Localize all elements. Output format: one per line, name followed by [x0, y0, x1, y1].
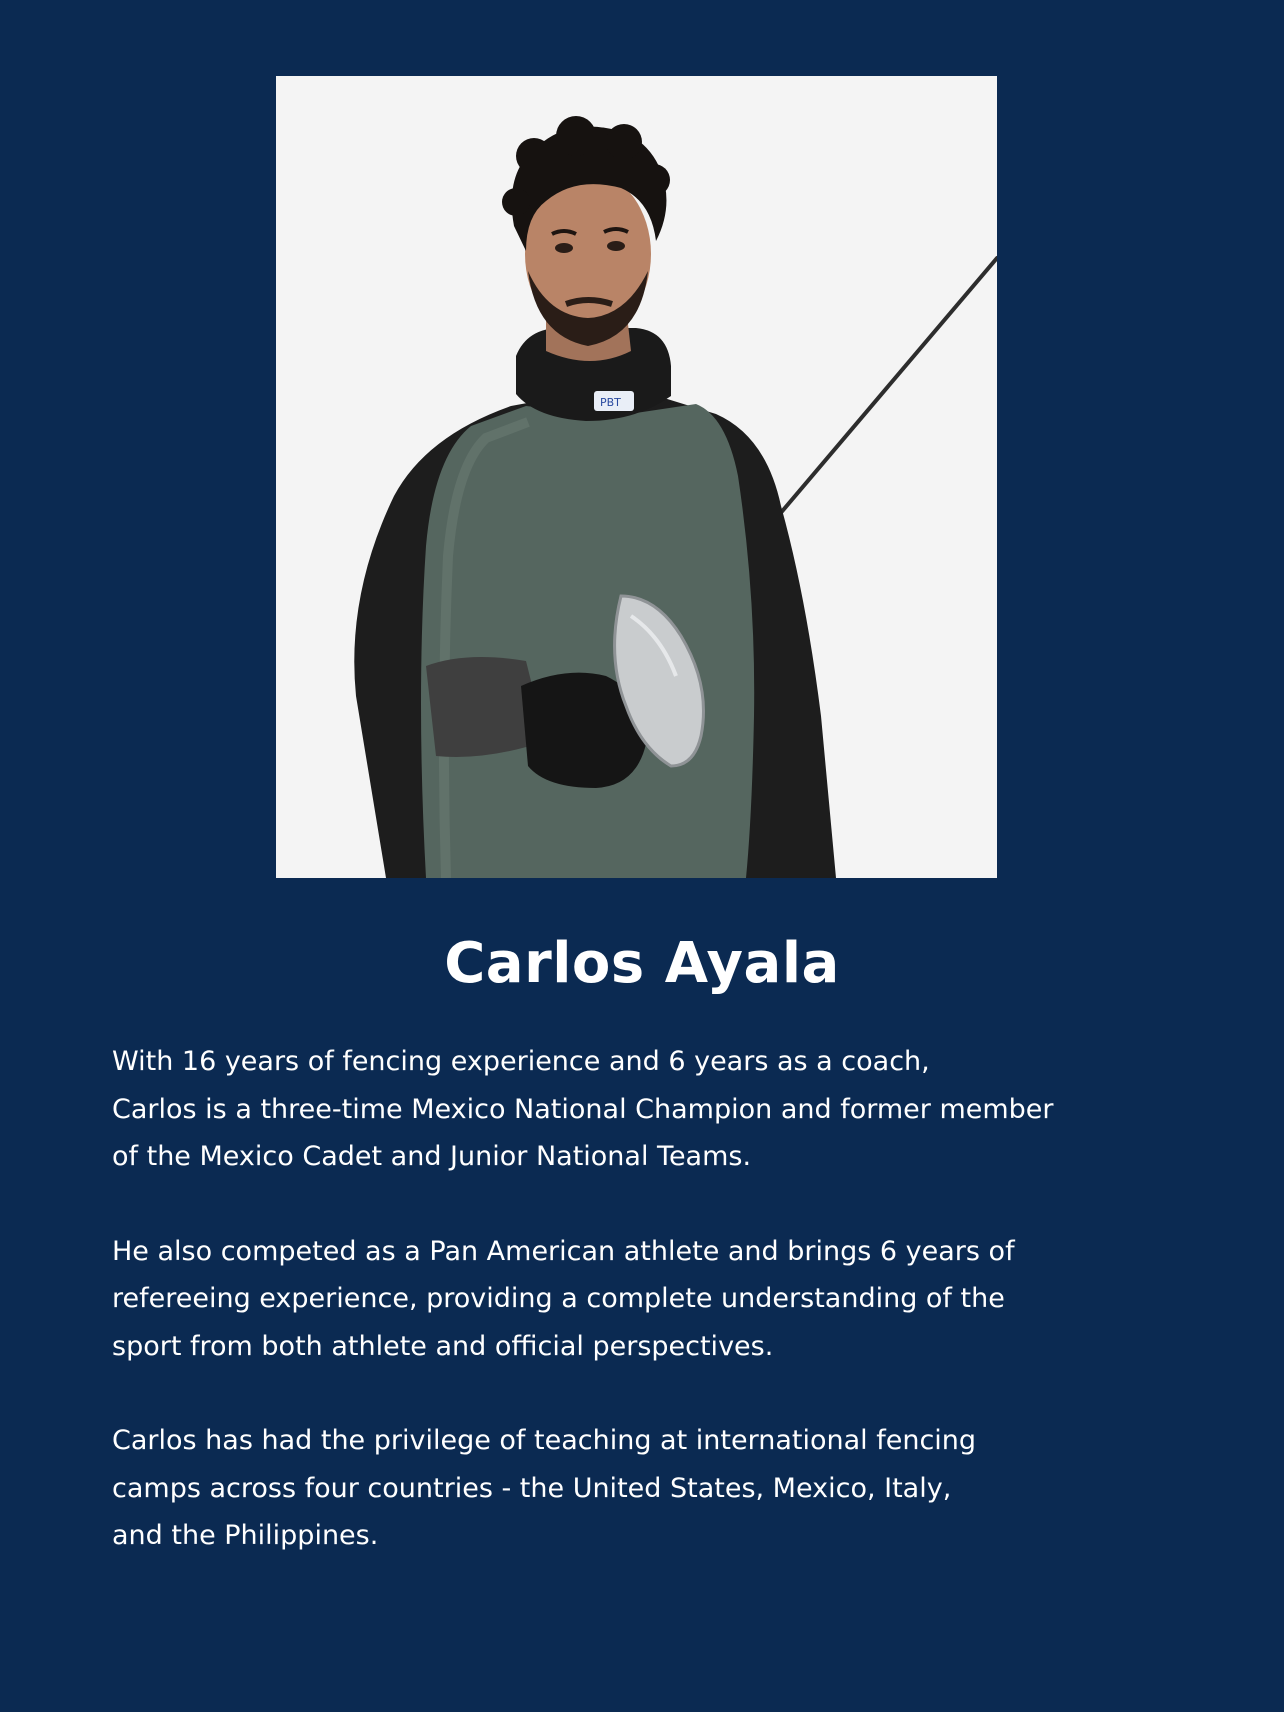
bio-line: He also competed as a Pan American athlete and brings 6 years of [112, 1235, 1015, 1267]
bio-line: of the Mexico Cadet and Junior National Teams. [112, 1141, 752, 1172]
bio-paragraph [112, 1038, 1192, 1181]
bio-line: camps across four countries - the United States, Mexico, Italy, [112, 1472, 952, 1504]
profile-photo [276, 76, 997, 878]
bio-line: Carlos has had the privilege of teaching at international fencing [112, 1425, 977, 1456]
person-name: Carlos Ayala [444, 931, 840, 996]
bib-label: PBT [600, 396, 621, 409]
person-photo-illustration [276, 76, 997, 878]
bio-line: refereeing experience, providing a complete understanding of the [112, 1283, 1005, 1314]
bio-paragraph [112, 1228, 1192, 1371]
bio-line: With 16 years of fencing experience and 6 years as a coach, [112, 1046, 930, 1077]
bio-line: sport from both athlete and official perspectives. [112, 1330, 774, 1362]
bio-line: Carlos is a three-time Mexico National Champion and former member [112, 1093, 1054, 1125]
bio-paragraph [112, 1417, 1192, 1560]
bio [112, 1038, 1192, 1607]
bio-line: and the Philippines. [112, 1520, 379, 1551]
